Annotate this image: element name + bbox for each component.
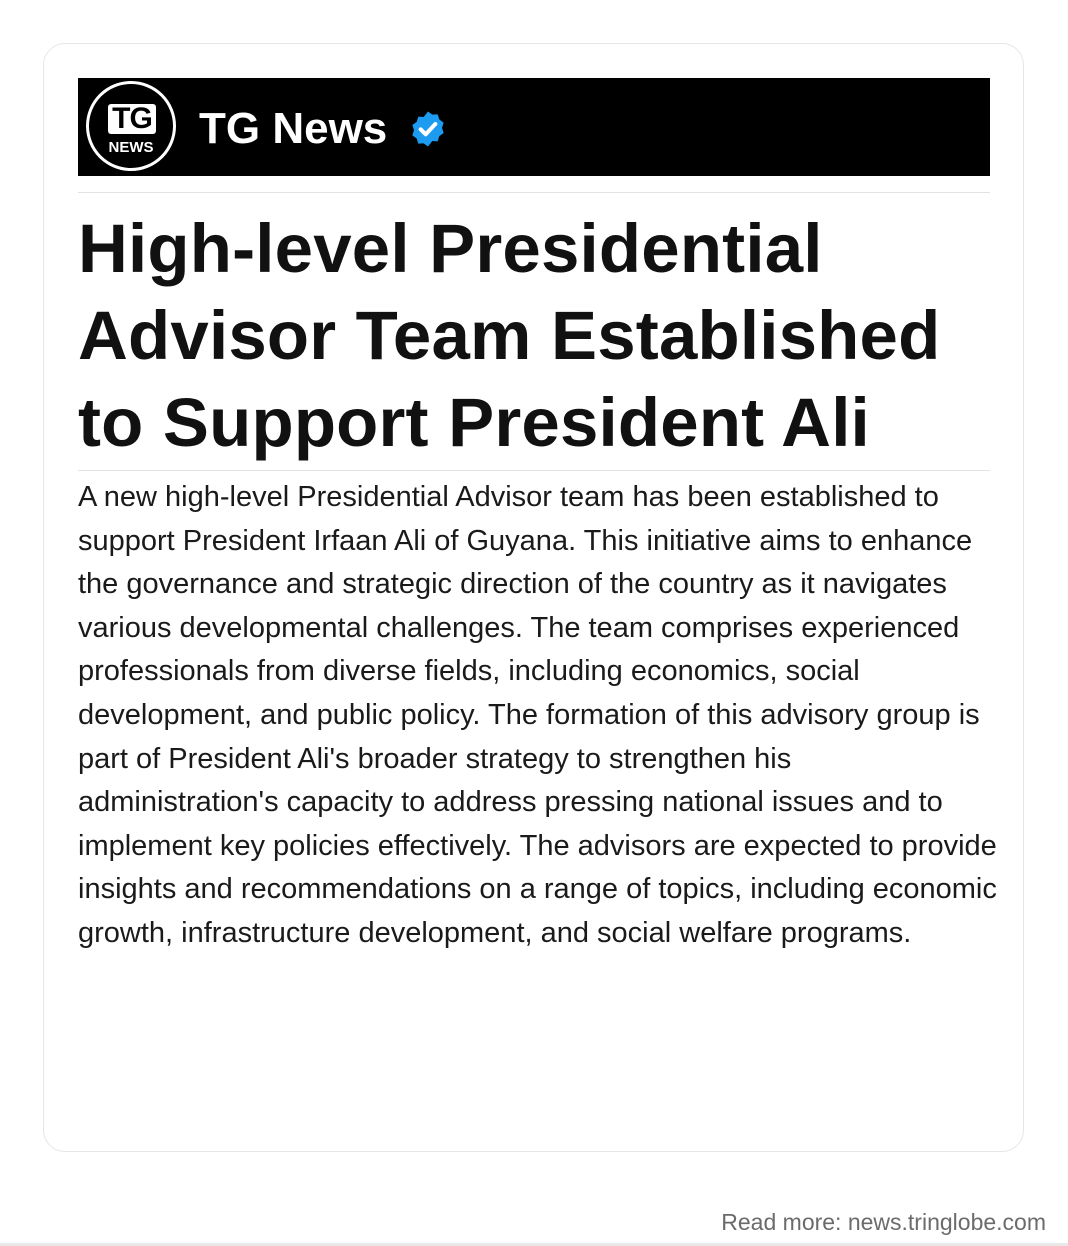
verified-badge-icon [408,109,448,149]
brand-name: TG News [199,104,388,153]
tg-news-logo [86,81,176,171]
logo-tg-text: TG [108,104,156,134]
logo-news-text: NEWS [108,139,154,156]
article-headline: High-level Presidential Advisor Team Established to Support President Ali [78,210,941,461]
header-bar [78,78,990,176]
headline-divider [78,470,990,471]
article-body: A new high-level Presidential Advisor team has been established to support President Irfaan Ali of Guyana. This initiative aims to enhance the governance and strategic direction of the country as it navigates various developmental challenges. The team comprises experienced professionals from diverse fields, including economics, social development, and public policy. The formation of this advisory group is part of President Ali's broader strategy to strengthen his administration's capacity to address pressing national issues and to implement key policies effectively. The advisors are expected to provide insights and recommendations on a range of topics, including economic growth, infrastructure development, and social welfare programs. [78,481,997,949]
header-divider [78,192,990,193]
read-more-link[interactable]: Read more: news.tringlobe.com [721,1209,1046,1235]
